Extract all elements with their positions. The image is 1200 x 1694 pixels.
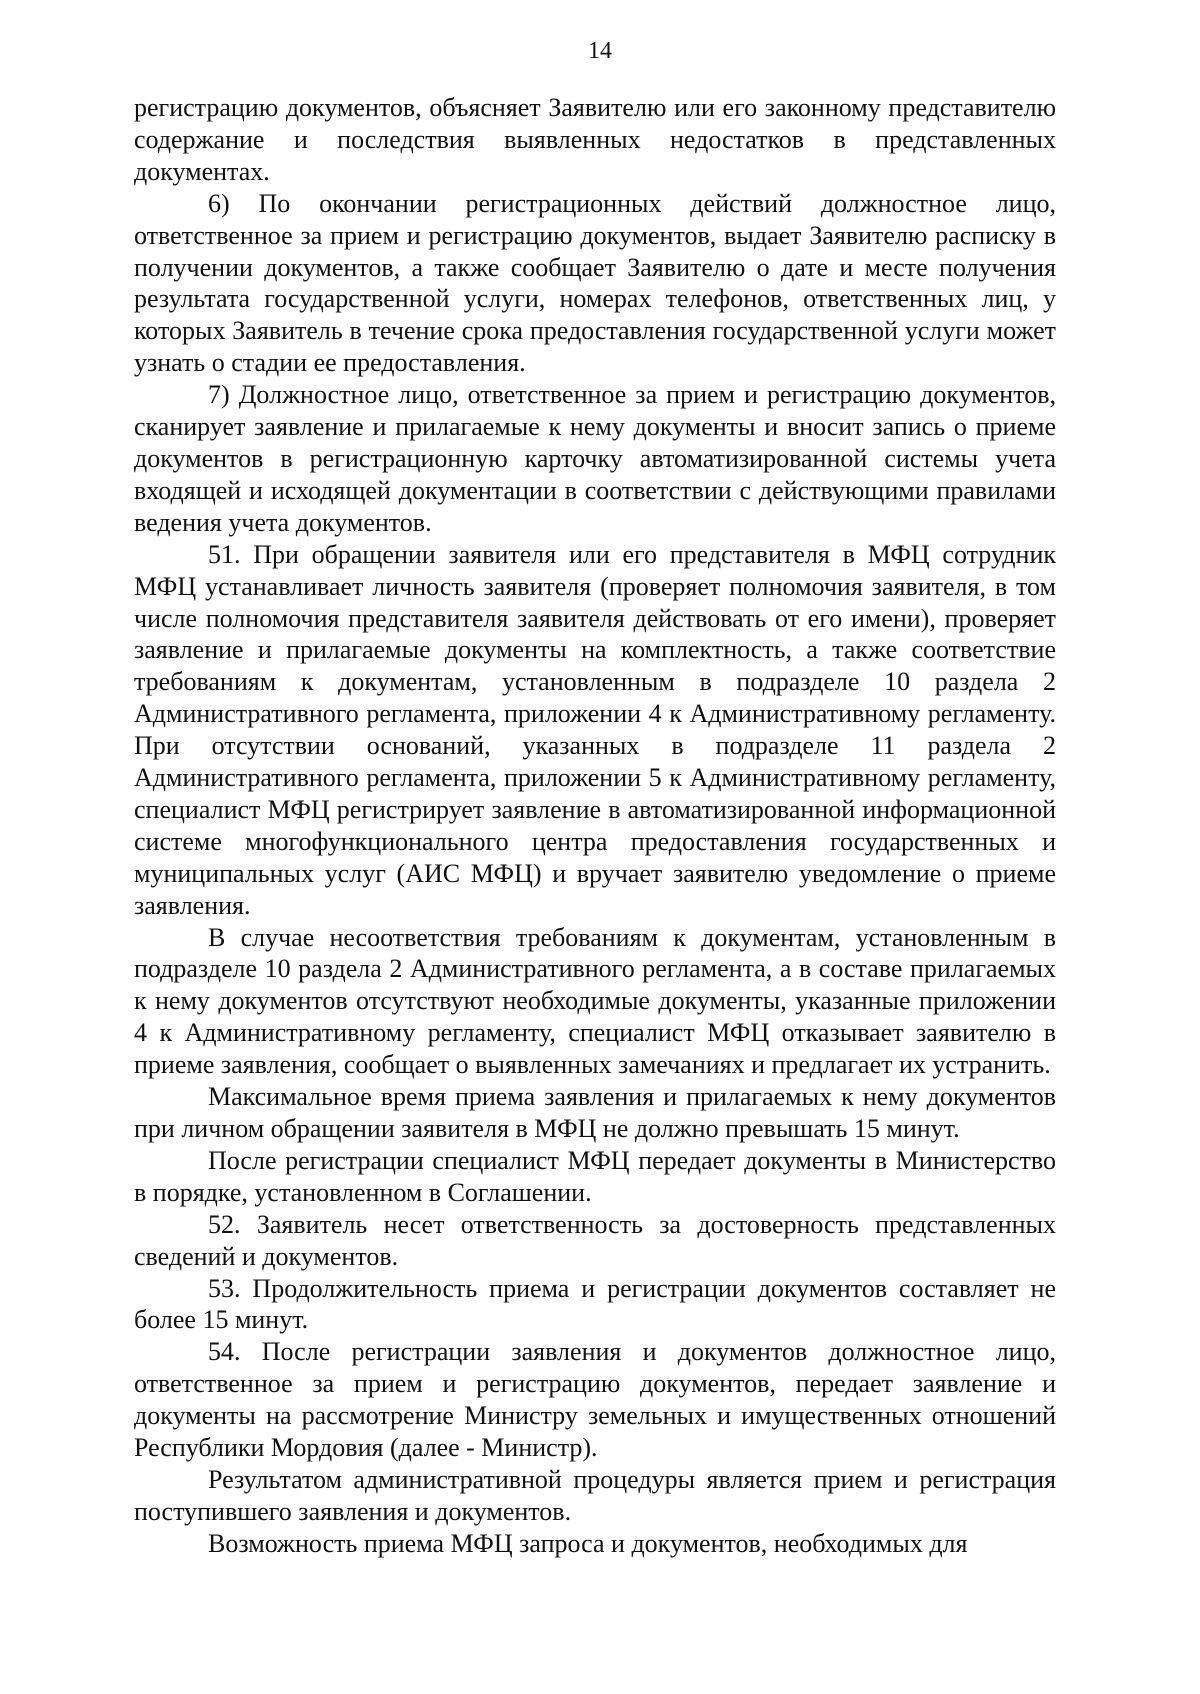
- paragraph-item-7: 7) Должностное лицо, ответственное за прием и регистрацию документов, сканирует заявление и прилагаемые к нему документы и вносит запись о приеме документов в регистрационную карточку автоматизированной системы учета входящей и исходящей документации в соответствии с действующими правилами ведения учета документов.: [134, 380, 1056, 537]
- paragraph-53: 53. Продолжительность приема и регистрации документов составляет не более 15 минут.: [134, 1273, 1056, 1335]
- document-body: [134, 92, 1056, 1560]
- paragraph-54: 54. После регистрации заявления и документов должностное лицо, ответственное за прием и регистрацию документов, передает заявление и документы на рассмотрение Министру земельных и имущественных отношений Республики Мордовия (далее - Министр).: [134, 1337, 1056, 1463]
- paragraph-result: Результатом административной процедуры является прием и регистрация поступившего заявления и документов.: [134, 1464, 1056, 1526]
- paragraph-after-registration: После регистрации специалист МФЦ передает документы в Министерство в порядке, установленном в Соглашении.: [134, 1145, 1056, 1207]
- paragraph-item-6: 6) По окончании регистрационных действий должностное лицо, ответственное за прием и регистрацию документов, выдает Заявителю расписку в получении документов, а также сообщает Заявителю о дате и месте получения результата государственной услуги, номерах телефонов, ответственных лиц, у которых Заявитель в течение срока предоставления государственной услуги может узнать о стадии ее предоставления.: [134, 188, 1056, 378]
- paragraph-continuation: регистрацию документов, объясняет Заявителю или его законному представителю содержание и последствия выявленных недостатков в представленных документах.: [134, 93, 1056, 186]
- page-number: 14: [588, 38, 612, 64]
- paragraph-52: 52. Заявитель несет ответственность за достоверность представленных сведений и документов.: [134, 1209, 1056, 1271]
- paragraph-possibility: Возможность приема МФЦ запроса и документов, необходимых для: [208, 1528, 968, 1558]
- paragraph-max-time: Максимальное время приема заявления и прилагаемых к нему документов при личном обращении заявителя в МФЦ не должно превышать 15 минут.: [134, 1082, 1056, 1143]
- paragraph-51: 51. При обращении заявителя или его представителя в МФЦ сотрудник МФЦ устанавливает личность заявителя (проверяет полномочия заявителя, в том числе полномочия представителя заявителя действовать от его имени), проверяет заявление и прилагаемые документы на комплектность, а также соответствие требованиям к документам, установленным в подразделе 10 раздела 2 Административного регламента, приложении 4 к Административному регламенту. При отсутствии оснований, указанных в подразделе 11 раздела 2 Административного регламента, приложении 5 к Административному регламенту, специалист МФЦ регистрирует заявление в автоматизированной информационной системе многофункционального центра предоставления государственных и муниципальных услуг (АИС МФЦ) и вручает заявителю уведомление о приеме заявления.: [134, 539, 1056, 920]
- paragraph-mismatch-case: В случае несоответствия требованиям к документам, установленным в подразделе 10 раздела 2 Административного регламента, а в составе прилагаемых к нему документов отсутствуют необходимые документы, указанные приложении 4 к Административному регламенту, специалист МФЦ отказывает заявителю в приеме заявления, сообщает о выявленных замечаниях и предлагает их устранить.: [134, 922, 1056, 1080]
